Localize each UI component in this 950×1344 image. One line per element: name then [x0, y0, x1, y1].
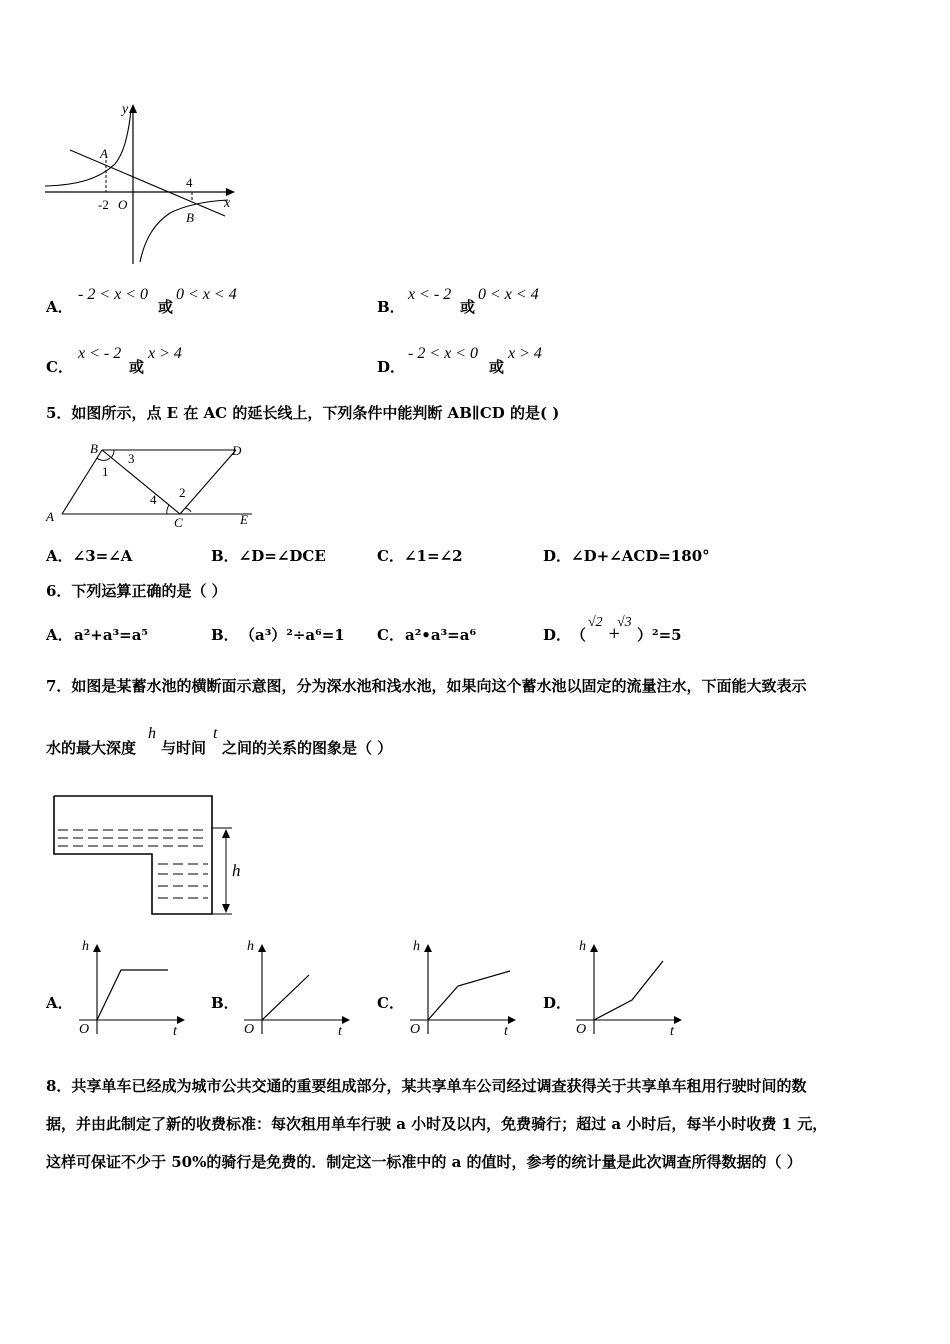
- y-label: y: [122, 102, 129, 117]
- point-B-label: B: [186, 210, 194, 225]
- pool-cross-section-figure: [48, 792, 258, 922]
- linear-function-line: [70, 150, 225, 216]
- point-C-label: C: [174, 515, 183, 530]
- h-axis-arrow: [590, 944, 598, 952]
- q4-option-b-or: 或: [460, 298, 476, 316]
- q4-option-d-or: 或: [489, 358, 505, 376]
- q6-option-d-letter: D．: [543, 626, 572, 644]
- q4-option-d-part1: - 2 < x < 0: [408, 345, 479, 362]
- q7-stem-line2-b: 与时间: [161, 739, 207, 757]
- q7-var-t: t: [213, 725, 218, 742]
- angle-arc-3: [111, 450, 114, 458]
- pool-depth-label: h: [232, 861, 241, 880]
- depth-curve: [428, 971, 510, 1020]
- q5-option-d: D．∠D+∠ACD=180°: [543, 547, 710, 565]
- t-axis-arrow: [508, 1016, 516, 1024]
- depth-arrow-down-head: [222, 904, 230, 913]
- q4-option-c-part1: x < - 2: [78, 345, 122, 362]
- q5-stem: 5．如图所示，点 E 在 AC 的延长线上，下列条件中能判断 AB∥CD 的是( ): [46, 404, 560, 422]
- h-axis-label: h: [82, 939, 89, 954]
- q6-stem: 6．下列运算正确的是（ ）: [46, 582, 227, 600]
- h-axis-arrow: [93, 944, 101, 952]
- depth-curve: [262, 975, 309, 1020]
- q7-stem-line2-a: 水的最大深度: [46, 739, 137, 757]
- hyperbola-right-branch: [140, 200, 228, 262]
- q8-stem-line2: 据，并由此制定了新的收费标准：每次租用单车行驶 a 小时及以内，免费骑行；超过 a 小时后，每半小时收费 1 元，: [46, 1115, 828, 1133]
- line-BC: [102, 450, 180, 514]
- q6-option-d-sqrt2: √2: [588, 615, 603, 630]
- q7-var-h: h: [148, 725, 156, 742]
- q4-option-c-part2: x > 4: [148, 345, 182, 362]
- q4-option-d-part2: x > 4: [508, 345, 542, 362]
- depth-arrow-up-head: [222, 829, 230, 838]
- angle-1-label: 1: [102, 464, 109, 479]
- q4-option-a-letter: A．: [46, 298, 73, 316]
- h-axis-arrow: [258, 944, 266, 952]
- water-dashes: [58, 830, 208, 898]
- q8-stem-line3: 这样可保证不少于 50%的骑行是免费的．制定这一标准中的 a 的值时，参考的统计量是此次调查所得数据的（ ）: [46, 1153, 802, 1171]
- q6-option-a-letter: A．: [46, 626, 73, 644]
- q5-option-c: C．∠1=∠2: [377, 547, 463, 565]
- q7-stem-line2-c: 之间的关系的图象是（ ）: [222, 739, 393, 757]
- h-axis-label: h: [579, 939, 586, 954]
- q5-option-a: A．∠3=∠A: [46, 547, 133, 565]
- q4-option-c-letter: C．: [46, 358, 73, 376]
- point-A-label: A: [46, 509, 54, 524]
- angle-arc-1: [97, 458, 110, 460]
- line-CD: [180, 450, 236, 514]
- q7-graph-c: [410, 939, 516, 1039]
- t-axis-arrow: [177, 1016, 185, 1024]
- q4-option-b-letter: B．: [377, 298, 405, 316]
- q6-option-b-letter: B．: [211, 626, 239, 644]
- q8-stem-line1: 8．共享单车已经成为城市公共交通的重要组成部分，某共享单车公司经过调查获得关于共享单车租用行驶时间的数: [46, 1077, 807, 1095]
- t-axis-label: t: [338, 1024, 342, 1039]
- t-axis-label: t: [504, 1024, 508, 1039]
- angle-arc-4: [167, 505, 169, 514]
- t-axis-label: t: [670, 1024, 674, 1039]
- q5-option-b: B．∠D=∠DCE: [211, 547, 326, 565]
- origin-label: O: [244, 1022, 255, 1037]
- angle-arc-2: [185, 508, 191, 512]
- q4-option-d-letter: D．: [377, 358, 406, 376]
- q6-option-c-text: a²•a³=a⁶: [405, 626, 477, 644]
- q7-graph-b: [244, 939, 350, 1039]
- origin-label: O: [118, 197, 128, 212]
- parallel-lines-figure: [40, 440, 260, 530]
- q7-graph-option-a-letter: A．: [46, 994, 73, 1012]
- q7-graph-d: [576, 939, 682, 1039]
- q6-option-b-text: （a³）²÷a⁶=1: [240, 626, 345, 644]
- pool-outline: [54, 796, 212, 914]
- point-E-label: E: [240, 512, 248, 527]
- tick-label-4: 4: [186, 175, 193, 190]
- q6-option-d-plus: +: [608, 624, 621, 642]
- q7-graph-option-c-letter: C．: [377, 994, 404, 1012]
- q7-graph-a: [79, 939, 185, 1039]
- x-label: x: [224, 196, 231, 211]
- t-axis-arrow: [674, 1016, 682, 1024]
- q4-option-a-part2: 0 < x < 4: [176, 286, 237, 303]
- h-axis-label: h: [413, 939, 420, 954]
- point-D-label: D: [232, 443, 242, 458]
- q6-option-a-text: a²+a³=a⁵: [74, 626, 149, 644]
- y-axis-arrow: [129, 104, 137, 113]
- q7-graph-option-b-letter: B．: [211, 994, 239, 1012]
- hyperbola-left-branch: [45, 110, 131, 186]
- angle-2-label: 2: [179, 485, 186, 500]
- h-axis-arrow: [424, 944, 432, 952]
- q6-option-d-sqrt3: √3: [617, 615, 632, 630]
- q7-graph-option-d-letter: D．: [543, 994, 572, 1012]
- origin-label: O: [79, 1022, 90, 1037]
- origin-label: O: [576, 1022, 587, 1037]
- h-axis-label: h: [247, 939, 254, 954]
- q4-option-a-or: 或: [158, 298, 174, 316]
- q6-option-d-close: ）²=5: [637, 626, 682, 644]
- tick-label-neg2: -2: [98, 197, 109, 212]
- q4-option-a-part1: - 2 < x < 0: [78, 286, 149, 303]
- q7-stem-line1: 7．如图是某蓄水池的横断面示意图，分为深水池和浅水池，如果向这个蓄水池以固定的流量注水，下面能大致表示: [46, 677, 807, 695]
- angle-4-label: 4: [150, 492, 157, 507]
- t-axis-arrow: [342, 1016, 350, 1024]
- q6-option-d-open: （: [571, 626, 587, 644]
- function-graph-figure: [40, 98, 240, 268]
- t-axis-label: t: [173, 1024, 177, 1039]
- q6-option-c-letter: C．: [377, 626, 404, 644]
- x-axis-arrow: [226, 188, 235, 196]
- origin-label: O: [410, 1022, 421, 1037]
- angle-3-label: 3: [128, 451, 135, 466]
- line-AB: [62, 450, 102, 514]
- point-A-label: A: [100, 146, 108, 161]
- depth-curve: [594, 961, 663, 1020]
- q4-option-c-or: 或: [129, 358, 145, 376]
- q4-option-b-part1: x < - 2: [408, 286, 452, 303]
- depth-curve: [97, 970, 168, 1020]
- q4-option-b-part2: 0 < x < 4: [478, 286, 539, 303]
- point-B-label: B: [90, 441, 98, 456]
